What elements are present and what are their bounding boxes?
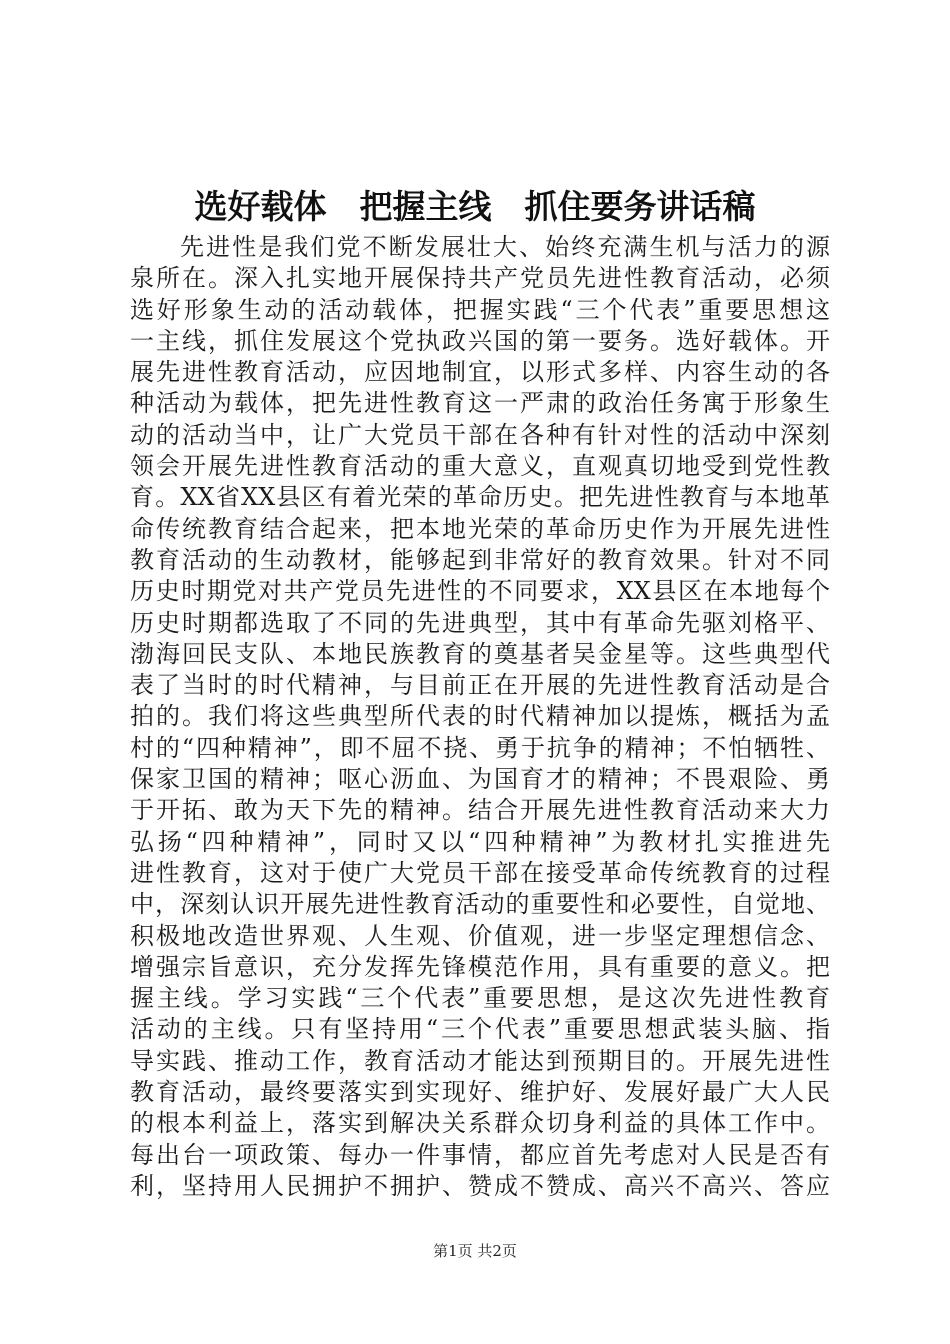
body-line: 领会开展先进性教育活动的重大意义，直观真切地受到党性教 <box>130 452 830 481</box>
body-line: 保家卫国的精神；呕心沥血、为国育才的精神；不畏艰险、勇 <box>130 765 830 794</box>
body-line: 表了当时的时代精神，与目前正在开展的先进性教育活动是合 <box>130 671 830 700</box>
body-line: 动的活动当中，让广大党员干部在各种有针对性的活动中深刻 <box>130 420 830 449</box>
body-line: 导实践、推动工作，教育活动才能达到预期目的。开展先进性 <box>130 1046 830 1075</box>
body-line: 弘扬“四种精神”，同时又以“四种精神”为教材扎实推进先 <box>130 827 830 856</box>
body-line: 渤海回民支队、本地民族教育的奠基者吴金星等。这些典型代 <box>130 639 830 668</box>
body-line: 的根本利益上，落实到解决关系群众切身利益的具体工作中。 <box>130 1109 830 1138</box>
body-line: 命传统教育结合起来，把本地光荣的革命历史作为开展先进性 <box>130 514 830 543</box>
body-line: 种活动为载体，把先进性教育这一严肃的政治任务寓于形象生 <box>130 389 830 418</box>
body-line: 展先进性教育活动，应因地制宜，以形式多样、内容生动的各 <box>130 358 830 387</box>
body-line: 育。XX省XX县区有着光荣的革命历史。把先进性教育与本地革 <box>130 483 830 512</box>
body-line: 教育活动，最终要落实到实现好、维护好、发展好最广大人民 <box>130 1078 830 1107</box>
body-line: 一主线，抓住发展这个党执政兴国的第一要务。选好载体。开 <box>130 326 830 355</box>
body-line: 选好形象生动的活动载体，把握实践“三个代表”重要思想这 <box>130 295 830 324</box>
body-paragraph <box>130 232 830 1202</box>
body-line: 利，坚持用人民拥护不拥护、赞成不赞成、高兴不高兴、答应 <box>130 1171 830 1200</box>
body-line: 拍的。我们将这些典型所代表的时代精神加以提炼，概括为孟 <box>130 702 830 731</box>
body-line: 教育活动的生动教材，能够起到非常好的教育效果。针对不同 <box>130 545 830 574</box>
body-line: 先进性是我们党不断发展壮大、始终充满生机与活力的源 <box>180 233 830 261</box>
document-title: 选好载体 把握主线 抓住要务讲话稿 <box>194 187 756 226</box>
body-line: 历史时期党对共产党员先进性的不同要求，XX县区在本地每个 <box>130 577 830 606</box>
body-line: 活动的主线。只有坚持用“三个代表”重要思想武装头脑、指 <box>130 1015 830 1044</box>
body-line: 中，深刻认识开展先进性教育活动的重要性和必要性，自觉地、 <box>130 890 830 919</box>
body-line: 泉所在。深入扎实地开展保持共产党员先进性教育活动，必须 <box>130 264 830 293</box>
body-line: 村的“四种精神”，即不屈不挠、勇于抗争的精神；不怕牺牲、 <box>130 733 830 762</box>
body-line: 握主线。学习实践“三个代表”重要思想，是这次先进性教育 <box>130 984 830 1013</box>
body-line: 进性教育，这对于使广大党员干部在接受革命传统教育的过程 <box>130 858 830 887</box>
body-line: 历史时期都选取了不同的先进典型，其中有革命先驱刘格平、 <box>130 608 830 637</box>
body-line: 积极地改造世界观、人生观、价值观，进一步坚定理想信念、 <box>130 921 830 950</box>
body-line: 于开拓、敢为天下先的精神。结合开展先进性教育活动来大力 <box>130 796 830 825</box>
body-line: 每出台一项政策、每办一件事情，都应首先考虑对人民是否有 <box>130 1140 830 1169</box>
page-footer: 第1页 共2页 <box>433 1242 517 1260</box>
body-line: 增强宗旨意识，充分发挥先锋模范作用，具有重要的意义。把 <box>130 952 830 981</box>
